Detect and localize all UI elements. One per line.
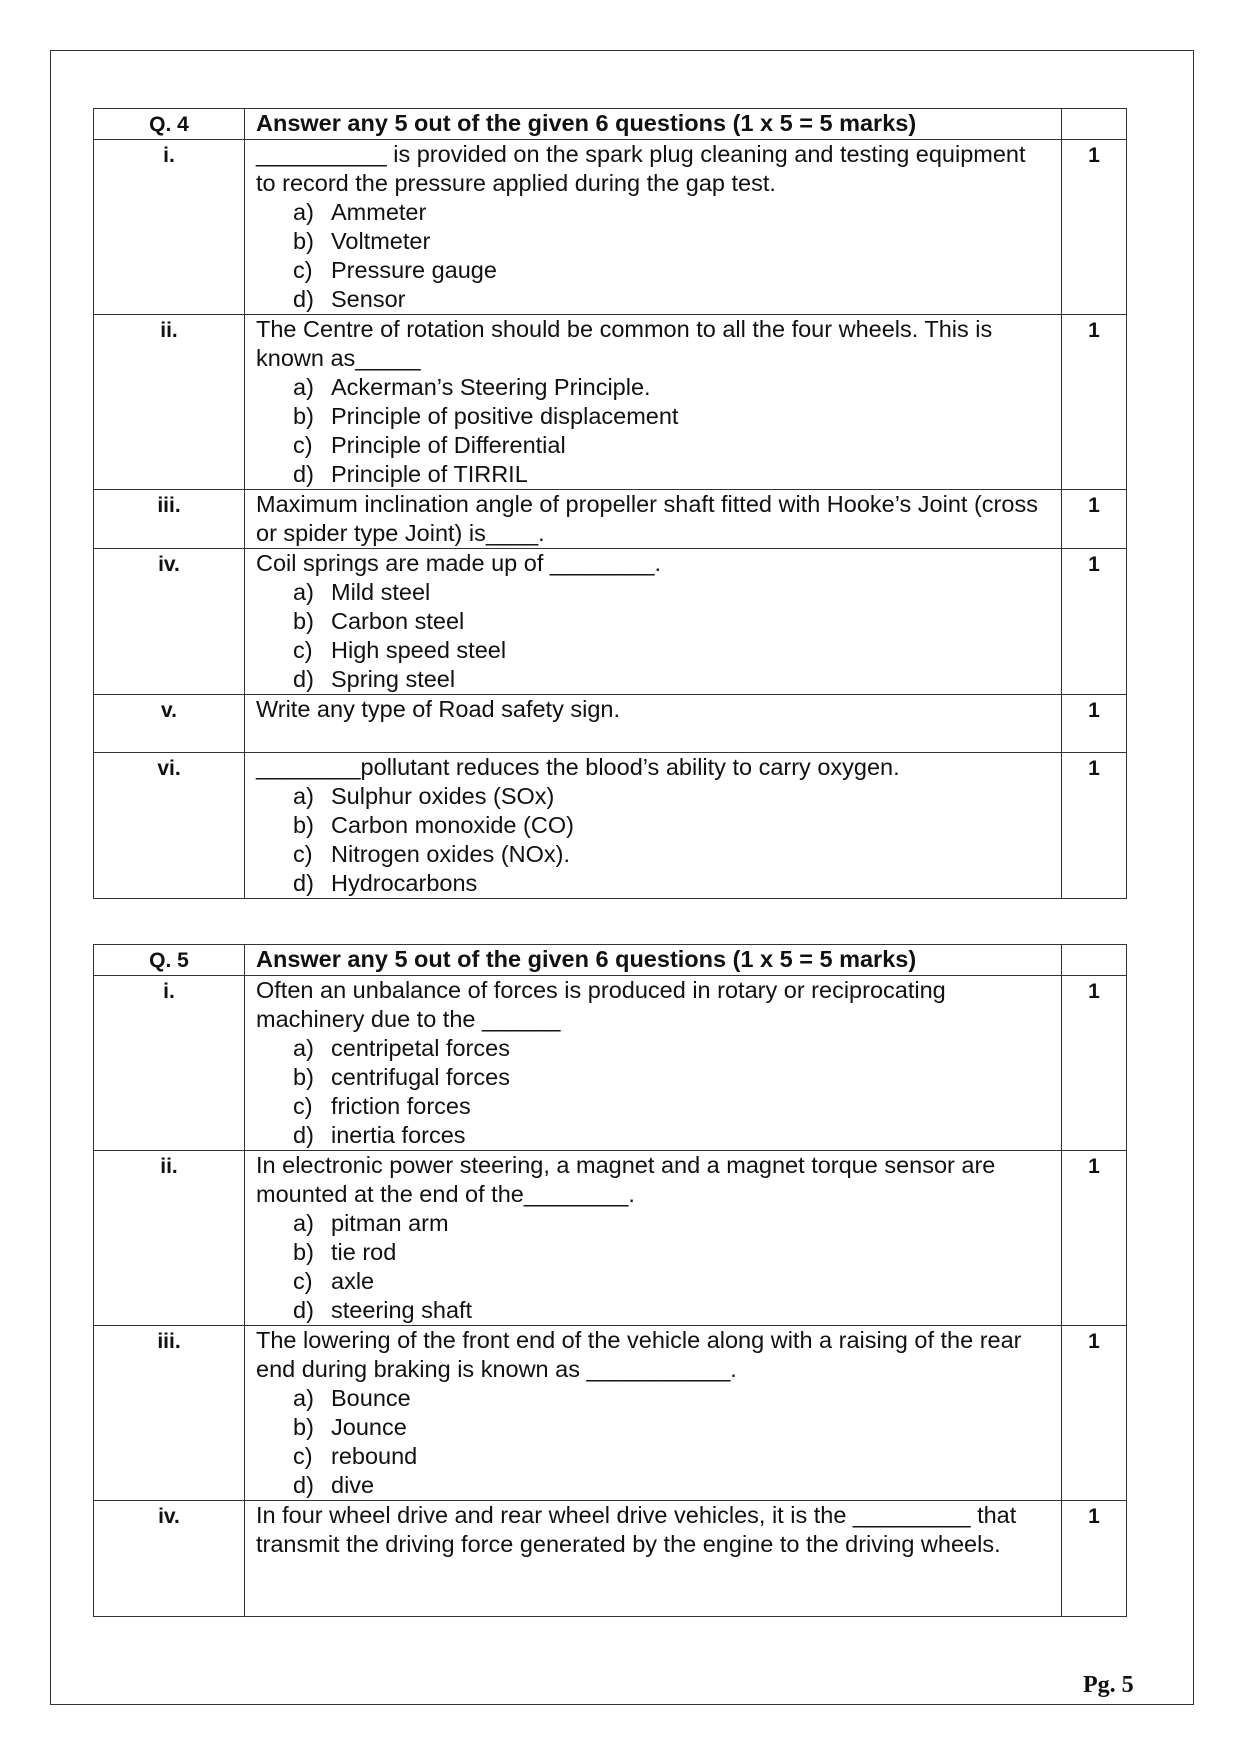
question-text: The lowering of the front end of the vehicle along with a raising of the rear end during braking is known as ___________. <box>256 1327 1022 1382</box>
marks-header-cell <box>1062 945 1127 976</box>
list-item: d) steering shaft <box>293 1297 473 1323</box>
list-item: a) Ackerman’s Steering Principle. <box>293 374 651 400</box>
item-number: iv. <box>158 553 180 576</box>
table-row <box>94 695 1127 753</box>
marks-header-cell <box>1062 109 1127 140</box>
table-row <box>94 976 1127 1151</box>
options-list <box>256 1209 1051 1325</box>
table-header-row <box>94 109 1127 140</box>
item-number: ii. <box>160 319 178 342</box>
marks-value: 1 <box>1088 980 1100 1003</box>
question-number: Q. 4 <box>94 109 245 140</box>
list-item: a) Sulphur oxides (SOx) <box>293 783 555 809</box>
item-number: ii. <box>160 1155 178 1178</box>
table-row <box>94 549 1127 695</box>
table-row <box>94 315 1127 490</box>
list-item: a) pitman arm <box>293 1210 449 1236</box>
table-row <box>94 1151 1127 1326</box>
item-number: iii. <box>157 1330 181 1353</box>
item-number: i. <box>163 144 175 167</box>
marks-value: 1 <box>1088 699 1100 722</box>
marks-value: 1 <box>1088 494 1100 517</box>
marks-value: 1 <box>1088 1330 1100 1353</box>
table-row <box>94 1326 1127 1501</box>
list-item: c) Nitrogen oxides (NOx). <box>293 841 570 867</box>
list-item: d) Sensor <box>293 286 406 312</box>
question-text: In four wheel drive and rear wheel drive vehicles, it is the _________ that transmit the driving force generated by the engine to the driving wheels. <box>256 1502 1017 1557</box>
list-item: c) axle <box>293 1268 375 1294</box>
list-item: c) Pressure gauge <box>293 257 497 283</box>
question-text: ________pollutant reduces the blood’s ability to carry oxygen. <box>256 754 900 780</box>
marks-value: 1 <box>1088 1505 1100 1528</box>
item-number: vi. <box>157 757 181 780</box>
list-item: b) tie rod <box>293 1239 397 1265</box>
list-item: d) Hydrocarbons <box>293 870 478 896</box>
list-item: b) Carbon steel <box>293 608 465 634</box>
marks-value: 1 <box>1088 1155 1100 1178</box>
item-number: v. <box>161 699 177 722</box>
item-number: i. <box>163 980 175 1003</box>
question-text: Coil springs are made up of ________. <box>256 550 661 576</box>
table-row <box>94 490 1127 549</box>
list-item: d) inertia forces <box>293 1122 466 1148</box>
question-text: In electronic power steering, a magnet and a magnet torque sensor are mounted at the end of the________. <box>256 1152 996 1207</box>
list-item: a) Ammeter <box>293 199 427 225</box>
list-item: b) Carbon monoxide (CO) <box>293 812 574 838</box>
list-item: b) Jounce <box>293 1414 407 1440</box>
table-row <box>94 753 1127 899</box>
question-number: Q. 5 <box>94 945 245 976</box>
list-item: d) dive <box>293 1472 375 1498</box>
list-item: d) Spring steel <box>293 666 456 692</box>
marks-value: 1 <box>1088 144 1100 167</box>
table-row <box>94 140 1127 315</box>
question-4-table <box>93 108 1127 899</box>
options-list <box>256 782 1051 898</box>
list-item: a) Mild steel <box>293 579 431 605</box>
list-item: c) Principle of Differential <box>293 432 566 458</box>
marks-value: 1 <box>1088 553 1100 576</box>
question-text: Maximum inclination angle of propeller shaft fitted with Hooke’s Joint (cross or spider type Joint) is____. <box>256 491 1038 546</box>
question-text: __________ is provided on the spark plug cleaning and testing equipment to record the pressure applied during the gap test. <box>256 141 1026 196</box>
question-text: The Centre of rotation should be common to all the four wheels. This is known as_____ <box>256 316 993 371</box>
list-item: c) friction forces <box>293 1093 471 1119</box>
marks-value: 1 <box>1088 757 1100 780</box>
options-list <box>256 1384 1051 1500</box>
item-number: iii. <box>157 494 181 517</box>
list-item: a) Bounce <box>293 1385 411 1411</box>
item-number: iv. <box>158 1505 180 1528</box>
options-list <box>256 373 1051 489</box>
question-5-table <box>93 944 1127 1617</box>
list-item: b) centrifugal forces <box>293 1064 510 1090</box>
question-heading: Answer any 5 out of the given 6 questions (1 x 5 = 5 marks) <box>245 109 1062 140</box>
page-number: Pg. 5 <box>1083 1672 1134 1698</box>
options-list <box>256 198 1051 314</box>
table-row <box>94 1501 1127 1617</box>
list-item: c) rebound <box>293 1443 418 1469</box>
list-item: b) Voltmeter <box>293 228 431 254</box>
table-header-row <box>94 945 1127 976</box>
list-item: c) High speed steel <box>293 637 507 663</box>
list-item: b) Principle of positive displacement <box>293 403 679 429</box>
list-item: a) centripetal forces <box>293 1035 510 1061</box>
options-list <box>256 578 1051 694</box>
question-text: Write any type of Road safety sign. <box>256 696 620 722</box>
question-heading: Answer any 5 out of the given 6 questions (1 x 5 = 5 marks) <box>245 945 1062 976</box>
list-item: d) Principle of TIRRIL <box>293 461 528 487</box>
options-list <box>256 1034 1051 1150</box>
marks-value: 1 <box>1088 319 1100 342</box>
question-text: Often an unbalance of forces is produced in rotary or reciprocating machinery due to the ______ <box>256 977 946 1032</box>
